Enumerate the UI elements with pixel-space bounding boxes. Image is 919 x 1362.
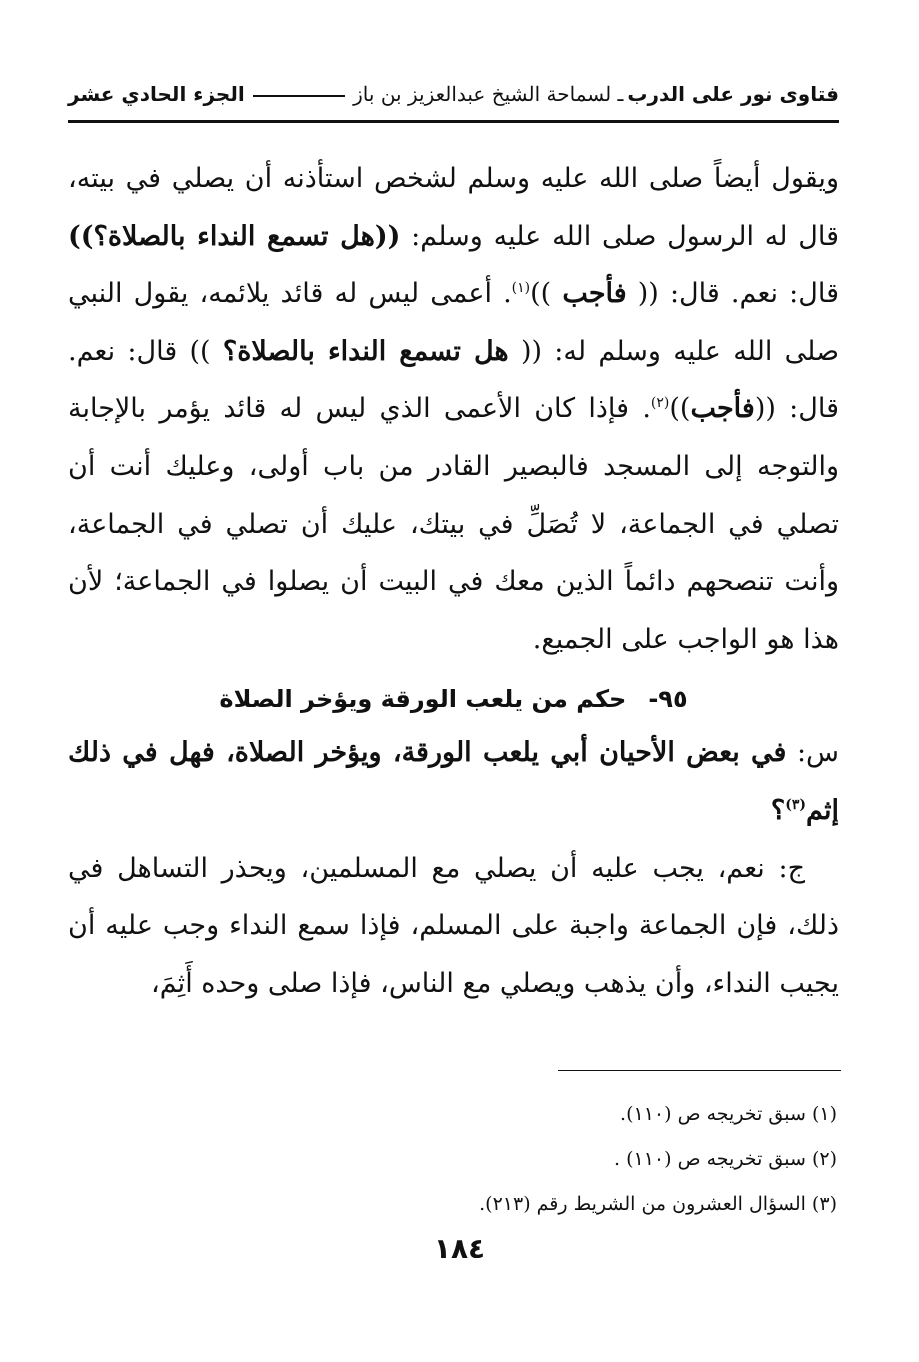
section-number: ٩٥- bbox=[648, 685, 688, 714]
footnote-divider bbox=[558, 1070, 841, 1071]
running-header bbox=[68, 82, 839, 106]
question-mark: ؟ bbox=[770, 794, 786, 826]
header-dash-rule bbox=[253, 95, 345, 97]
section-heading bbox=[68, 674, 839, 724]
footnote-ref: (٢) bbox=[650, 395, 670, 412]
intro-paragraph bbox=[68, 150, 839, 668]
question-prefix: س: bbox=[786, 737, 839, 769]
footnote-1: (١) سبق تخريجه ص (١١٠). bbox=[620, 1103, 837, 1125]
text-run: )) bbox=[530, 278, 563, 310]
hadith-quote: ((هل تسمع النداء بالصلاة؟)) bbox=[68, 220, 401, 252]
page-body bbox=[68, 150, 839, 1012]
text-run: ويقول أيضاً صلى الله عليه وسلم لشخص استأذنه أن يصلي في بيته، قال له الرسول صلى الله عليه وسلم: bbox=[68, 163, 839, 252]
question-paragraph bbox=[68, 724, 839, 839]
hadith-quote: فأجب bbox=[562, 278, 627, 310]
text-run: . أعمى ليس له قائد يلائمه، يقول النبي صلى الله عليه وسلم له: (( bbox=[68, 278, 839, 367]
text-run: )) قال: نعم. قال: (( bbox=[68, 335, 839, 425]
text-run: . فإذا كان الأعمى الذي ليس له قائد يؤمر بالإجابة والتوجه إلى المسجد فالبصير القادر من باب أولى، وعليك أنت أن تصلي في الجماعة، لا تُصَلِّ في بيتك، عليك أن تصلي في الجماعة، وأنت تنصحهم دائماً الذين معك في البيت أن يصلوا في الجماعة؛ لأن هذا هو الواجب على الجميع. bbox=[68, 393, 839, 655]
footnote-3: (٣) السؤال العشرون من الشريط رقم (٢١٣). bbox=[479, 1193, 837, 1215]
author-name: ـ لسماحة الشيخ عبدالعزيز بن باز bbox=[353, 82, 624, 106]
answer-paragraph: ج: نعم، يجب عليه أن يصلي مع المسلمين، ويحذر التساهل في ذلك، فإن الجماعة واجبة على المسلم، فإذا سمع النداء وجب عليه أن يجيب النداء، وأن يذهب ويصلي مع الناس، فإذا صلى وحده أَثِمَ، bbox=[68, 852, 839, 999]
book-title: فتاوى نور على الدرب bbox=[627, 82, 839, 106]
text-run: )) bbox=[669, 393, 691, 425]
hadith-quote: فأجب bbox=[690, 393, 755, 425]
volume-label: الجزء الحادي عشر bbox=[68, 82, 245, 106]
text-run: قال: نعم. قال: (( bbox=[626, 278, 839, 310]
section-title: حكم من يلعب الورقة ويؤخر الصلاة bbox=[219, 685, 627, 714]
question-text: في بعض الأحيان أبي يلعب الورقة، ويؤخر الصلاة، فهل في ذلك إثم bbox=[68, 737, 839, 826]
footnote-2: (٢) سبق تخريجه ص (١١٠) . bbox=[614, 1148, 837, 1170]
page-number: ١٨٤ bbox=[433, 1232, 486, 1265]
header-divider bbox=[68, 120, 839, 123]
footnote-ref: (٣) bbox=[785, 796, 806, 813]
footnote-ref: (١) bbox=[511, 280, 531, 297]
footnotes bbox=[68, 1092, 837, 1227]
hadith-quote: هل تسمع النداء بالصلاة؟ bbox=[222, 335, 509, 367]
